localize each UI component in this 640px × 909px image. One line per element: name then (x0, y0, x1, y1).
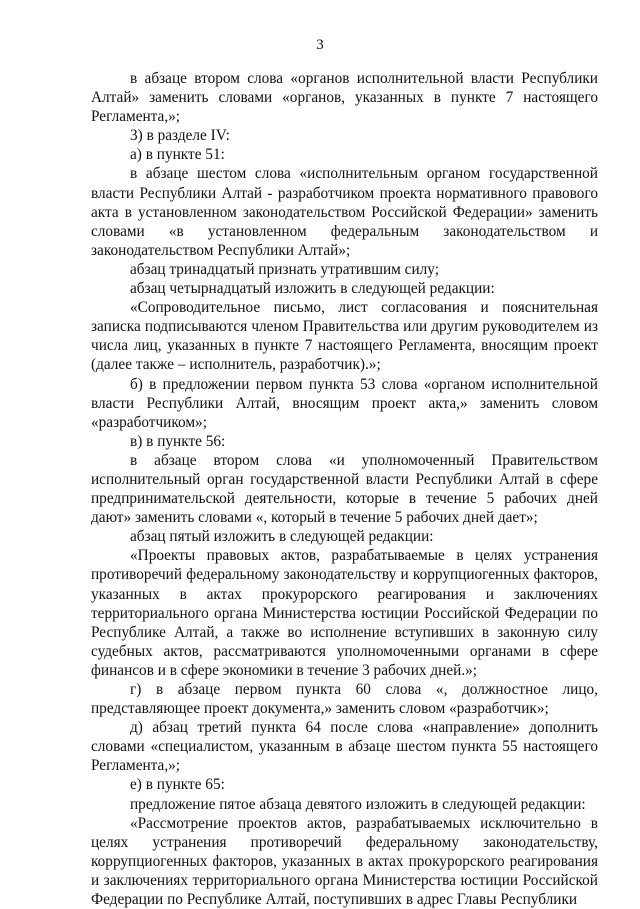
paragraph: «Сопроводительное письмо, лист согласования и пояснительная записка подписываются членом Правительства или другим руководителем из числа лиц, указанных в пункте 7 настоящего Регламента, вносящим проект (далее также – исполнитель, разработчик).»; (91, 299, 598, 374)
paragraph: «Рассмотрение проектов актов, разрабатываемых исключительно в целях устранения противоречий федеральному законодательству, коррупциогенных факторов, указанных в актах прокурорского реагирования и заключениях территориального органа Министерства юстиции Российской Федерации по Республике Алтай, поступивших в адрес Главы Республики (91, 814, 598, 909)
page-number: 3 (316, 37, 324, 53)
paragraph: г) в абзаце первом пункта 60 слова «, должностное лицо, представляющее проект документа,» заменить словом «разработчик»; (91, 681, 598, 718)
paragraph: б) в предложении первом пункта 53 слова «органом исполнительной власти Республики Алтай, вносящим проект акта,» заменить словом «разработчиком»; (91, 375, 598, 431)
paragraph: абзац тринадцатый признать утратившим силу; (130, 260, 439, 278)
paragraph: а) в пункте 51: (130, 146, 225, 164)
paragraph: в) в пункте 56: (130, 432, 226, 450)
paragraph: 3) в разделе IV: (130, 127, 230, 145)
paragraph: абзац четырнадцатый изложить в следующей редакции: (130, 280, 495, 298)
paragraph: абзац пятый изложить в следующей редакции: (130, 528, 434, 546)
paragraph: е) в пункте 65: (130, 776, 225, 794)
paragraph: д) абзац третий пункта 64 после слова «направление» дополнить словами «специалистом, указанным в абзаце шестом пункта 55 настоящего Регламента,»; (91, 719, 598, 775)
document-body (91, 69, 598, 909)
paragraph: в абзаце втором слова «и уполномоченный Правительством исполнительный орган государственной власти Республики Алтай в сфере предпринимательской деятельности, которые в течение 5 рабочих дней дают» заменить словами «, который в течение 5 рабочих дней дает»; (91, 451, 598, 527)
paragraph: в абзаце шестом слова «исполнительным органом государственной власти Республики Алтай - разработчиком проекта нормативного правового акта в установленном законодательством Российской Федерации» заменить словами «в установленном федеральным законодательством и законодательством Республики Алтай»; (91, 165, 598, 259)
paragraph: «Проекты правовых актов, разрабатываемые в целях устранения противоречий федеральному законодательству и коррупциогенных факторов, указанных в актах прокурорского реагирования и заключениях территориального органа Министерства юстиции Российской Федерации по Республике Алтай, а также во исполнение вступивших в законную силу судебных актов, рассматриваются уполномоченными органами в сфере финансов и в сфере экономики в течение 3 рабочих дней.»; (91, 547, 598, 679)
paragraph: предложение пятое абзаца девятого изложить в следующей редакции: (130, 795, 586, 813)
paragraph: в абзаце втором слова «органов исполнительной власти Республики Алтай» заменить словами «органов, указанных в пункте 7 настоящего Регламента,»; (91, 70, 598, 126)
